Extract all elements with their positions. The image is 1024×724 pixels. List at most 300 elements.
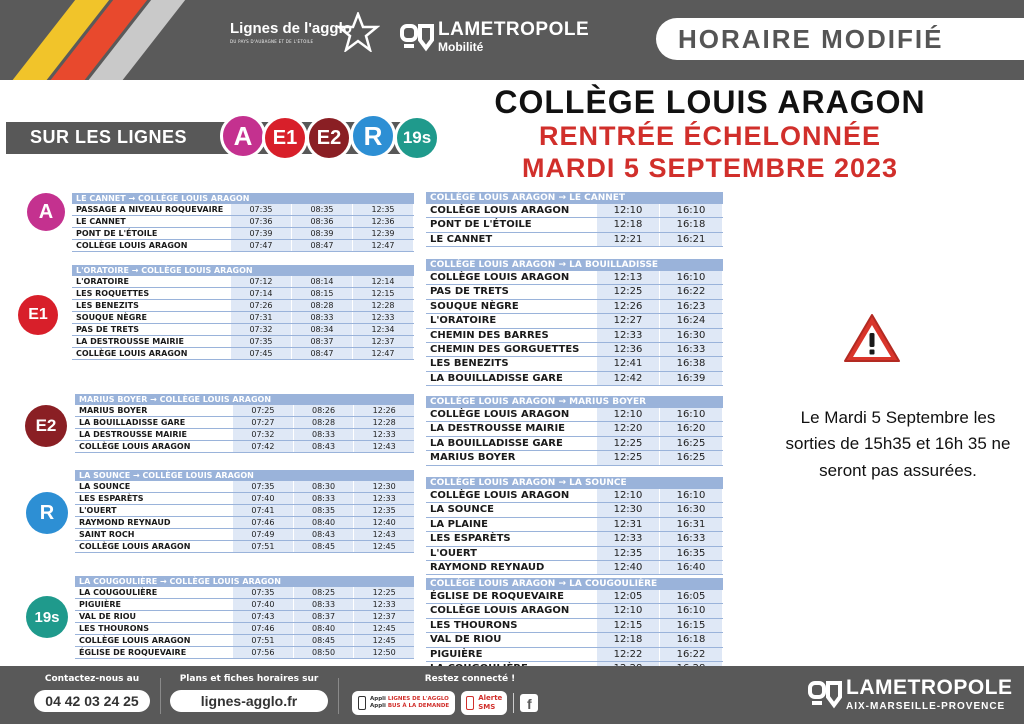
table-row <box>72 240 414 252</box>
departure-time: 16:21 <box>659 233 722 246</box>
departure-time: 16:23 <box>659 300 722 313</box>
departure-time: 12:21 <box>596 233 659 246</box>
departure-time: 12:45 <box>353 541 414 552</box>
departure-time: 12:35 <box>353 505 414 516</box>
metropole-logo <box>400 20 589 53</box>
table-row <box>426 271 723 285</box>
table-row <box>426 547 723 561</box>
departure-time: 07:46 <box>232 517 293 528</box>
social-separator <box>513 693 514 713</box>
departure-time: 12:10 <box>596 604 659 617</box>
departure-time: 16:40 <box>659 561 722 574</box>
stop-name: ÉGLISE DE ROQUEVAIRE <box>430 591 564 602</box>
stop-name: LA COUGOULIÈRE <box>79 588 158 597</box>
star-icon <box>336 12 380 52</box>
footer-separator <box>338 678 339 714</box>
outbound-badge-a: A <box>27 193 65 231</box>
stop-name: LA DESTROUSSE MAIRIE <box>79 430 187 439</box>
departure-time: 07:40 <box>232 493 293 504</box>
table-row <box>426 372 723 386</box>
app-bus-demande: BUS À LA DEMANDE <box>387 703 450 709</box>
school-name: COLLÈGE LOUIS ARAGON <box>494 84 926 120</box>
departure-time: 07:51 <box>232 635 293 646</box>
stop-name: LA PLAINE <box>430 518 488 530</box>
table-row <box>426 437 723 451</box>
departure-time: 12:25 <box>596 285 659 298</box>
departure-time: 12:28 <box>352 300 413 311</box>
outbound-table-e2 <box>75 394 414 453</box>
table-row <box>72 216 414 228</box>
stop-name: LES BENEZITS <box>430 358 509 370</box>
return-table-marius-boyer <box>426 396 723 466</box>
table-row <box>72 288 414 300</box>
stop-name: LES THOURONS <box>430 619 518 631</box>
table-row <box>75 587 414 599</box>
departure-time: 12:33 <box>353 599 414 610</box>
departure-time: 12:18 <box>596 633 659 646</box>
table-row <box>75 517 414 529</box>
departure-time: 08:37 <box>291 336 352 347</box>
stop-name: RAYMOND REYNAUD <box>79 518 171 527</box>
stop-name: VAL DE RIOU <box>430 634 502 646</box>
departure-time: 16:39 <box>659 372 722 385</box>
departure-time: 16:15 <box>659 619 722 632</box>
departure-time: 12:10 <box>596 204 659 217</box>
table-row <box>426 314 723 328</box>
departure-time: 07:31 <box>230 312 291 323</box>
table-row <box>75 635 414 647</box>
departure-time: 12:25 <box>353 587 414 598</box>
departure-time: 16:35 <box>659 547 722 560</box>
departure-time: 08:45 <box>293 541 354 552</box>
departure-time: 12:43 <box>353 441 414 452</box>
departure-time: 16:31 <box>659 518 722 531</box>
departure-time: 12:27 <box>596 314 659 327</box>
table-row <box>75 647 414 659</box>
table-row <box>426 518 723 532</box>
line-badge-e1: E1 <box>262 115 308 161</box>
stop-name: MARIUS BOYER <box>79 406 148 415</box>
departure-time: 08:43 <box>293 441 354 452</box>
table-row <box>72 312 414 324</box>
departure-time: 08:33 <box>291 312 352 323</box>
departure-time: 16:33 <box>659 343 722 356</box>
table-row <box>75 599 414 611</box>
table-header: MARIUS BOYER → COLLÈGE LOUIS ARAGON <box>75 394 414 405</box>
departure-time: 16:10 <box>659 271 722 284</box>
footer-metropole-logo <box>808 676 1013 712</box>
departure-time: 08:39 <box>291 228 352 239</box>
departure-time: 16:25 <box>659 451 722 464</box>
table-row <box>426 451 723 465</box>
departure-time: 08:14 <box>291 276 352 287</box>
footer <box>0 666 1024 724</box>
stop-name: MARIUS BOYER <box>430 452 516 464</box>
departure-time: 07:45 <box>230 348 291 359</box>
table-row <box>426 619 723 633</box>
table-row <box>72 276 414 288</box>
departure-time: 12:40 <box>353 517 414 528</box>
departure-time: 07:46 <box>232 623 293 634</box>
departure-time: 07:25 <box>232 405 293 416</box>
departure-time: 12:37 <box>353 611 414 622</box>
table-row <box>75 417 414 429</box>
table-row <box>426 489 723 503</box>
departure-time: 08:33 <box>293 599 354 610</box>
stop-name: LA BOUILLADISSE GARE <box>430 372 563 384</box>
lines-label: SUR LES LIGNES <box>30 127 188 147</box>
departure-time: 08:47 <box>291 348 352 359</box>
metropole-subtitle: Mobilité <box>438 40 484 54</box>
departure-time: 08:28 <box>291 300 352 311</box>
stop-name: COLLÈGE LOUIS ARAGON <box>430 409 570 420</box>
stop-name: CHEMIN DES BARRES <box>430 329 549 341</box>
stop-name: L'ORATOIRE <box>430 315 497 327</box>
stop-name: LA SOUNCE <box>79 482 131 491</box>
departure-time: 07:41 <box>232 505 293 516</box>
table-row <box>426 343 723 357</box>
stop-name: PAS DE TRETS <box>76 325 140 334</box>
table-row <box>72 324 414 336</box>
stop-name: COLLÈGE LOUIS ARAGON <box>76 241 188 250</box>
table-row <box>426 408 723 422</box>
stop-name: PONT DE L'ÉTOILE <box>430 219 532 231</box>
outbound-badge-e1: E1 <box>18 295 58 335</box>
departure-time: 07:26 <box>230 300 291 311</box>
departure-time: 08:35 <box>291 204 352 215</box>
departure-time: 12:43 <box>353 529 414 540</box>
departure-time: 16:18 <box>659 633 722 646</box>
departure-time: 16:30 <box>659 503 722 516</box>
departure-time: 12:26 <box>353 405 414 416</box>
departure-time: 07:27 <box>232 417 293 428</box>
departure-time: 16:05 <box>659 590 722 603</box>
table-row <box>426 422 723 436</box>
departure-time: 12:05 <box>596 590 659 603</box>
table-row <box>426 604 723 618</box>
line-badge-e2: E2 <box>306 115 352 161</box>
table-header: COLLÈGE LOUIS ARAGON → MARIUS BOYER <box>426 396 723 408</box>
contact-label: Contactez-nous au <box>44 674 140 684</box>
table-row <box>72 336 414 348</box>
connected-label: Restez connecté ! <box>424 674 516 684</box>
app-prefix: Appli <box>370 703 388 709</box>
table-header: COLLÈGE LOUIS ARAGON → LA SOUNCE <box>426 477 723 489</box>
stop-name: COLLÈGE LOUIS ARAGON <box>430 205 570 216</box>
stop-name: LE CANNET <box>76 217 126 226</box>
table-row <box>75 623 414 635</box>
table-row <box>72 228 414 240</box>
title-subtitle: RENTRÉE ÉCHELONNÉE <box>538 120 882 151</box>
departure-time: 12:25 <box>596 451 659 464</box>
departure-time: 07:14 <box>230 288 291 299</box>
table-row <box>75 429 414 441</box>
departure-time: 12:25 <box>596 437 659 450</box>
stop-name: PIGUIÈRE <box>79 600 121 609</box>
stop-name: L'OUERT <box>79 506 117 515</box>
stop-name: LES ROQUETTES <box>76 289 150 298</box>
departure-time: 12:41 <box>596 357 659 370</box>
departure-time: 12:39 <box>352 228 413 239</box>
departure-time: 12:42 <box>596 372 659 385</box>
stop-name: SOUQUE NÈGRE <box>76 313 147 322</box>
departure-time: 12:22 <box>596 648 659 661</box>
smartphone-icon <box>358 696 366 710</box>
departure-time: 07:39 <box>230 228 291 239</box>
departure-time: 08:33 <box>293 429 354 440</box>
warning-triangle-icon <box>842 312 902 364</box>
outbound-table-19s <box>75 576 414 659</box>
stop-name: LA BOUILLADISSE GARE <box>430 437 563 449</box>
sms-line2: SMS <box>478 703 496 711</box>
stop-name: PIGUIÈRE <box>430 648 483 660</box>
stop-name: VAL DE RIOU <box>79 612 137 621</box>
agglo-logo <box>230 20 352 44</box>
departure-time: 12:15 <box>352 288 413 299</box>
departure-time: 07:35 <box>232 481 293 492</box>
departure-time: 12:45 <box>353 635 414 646</box>
footer-metropole-name: LAMETROPOLE <box>846 676 1013 699</box>
app-links[interactable] <box>352 691 455 715</box>
stop-name: COLLÈGE LOUIS ARAGON <box>79 442 191 451</box>
departure-time: 08:34 <box>291 324 352 335</box>
departure-time: 12:33 <box>596 532 659 545</box>
page-title <box>430 86 990 182</box>
table-header: COLLÈGE LOUIS ARAGON → LE CANNET <box>426 192 723 204</box>
line-badge-19s: 19s <box>394 115 440 161</box>
table-row <box>426 218 723 232</box>
departure-time: 12:33 <box>353 493 414 504</box>
departure-time: 07:47 <box>230 240 291 251</box>
outbound-badge-19s: 19s <box>26 596 68 638</box>
departure-time: 08:26 <box>293 405 354 416</box>
table-row <box>426 633 723 647</box>
stop-name: LES ESPARÈTS <box>430 533 511 545</box>
agglo-name: Lignes de l'agglo <box>230 20 352 37</box>
stop-name: LA SOUNCE <box>430 504 494 516</box>
departure-time: 16:20 <box>659 422 722 435</box>
sms-icon <box>466 696 474 710</box>
stop-name: COLLÈGE LOUIS ARAGON <box>79 636 191 645</box>
departure-time: 12:30 <box>596 503 659 516</box>
departure-time: 07:32 <box>232 429 293 440</box>
table-row <box>426 357 723 371</box>
departure-time: 07:56 <box>232 647 293 658</box>
departure-time: 12:34 <box>352 324 413 335</box>
departure-time: 08:15 <box>291 288 352 299</box>
departure-time: 12:10 <box>596 489 659 502</box>
footer-contact <box>34 674 150 712</box>
table-header: LE CANNET → COLLÈGE LOUIS ARAGON <box>72 193 414 204</box>
table-row <box>426 285 723 299</box>
departure-time: 07:35 <box>232 587 293 598</box>
departure-time: 07:12 <box>230 276 291 287</box>
notice-text: Le Mardi 5 Septembre les sorties de 15h35 et 16h 35 ne seront pas assurées. <box>785 408 1011 480</box>
departure-time: 16:24 <box>659 314 722 327</box>
return-table-le-cannet <box>426 192 723 247</box>
stop-name: L'OUERT <box>430 547 477 559</box>
departure-time: 08:45 <box>293 635 354 646</box>
departure-time: 12:15 <box>596 619 659 632</box>
return-table-la-sounce <box>426 477 723 575</box>
departure-time: 08:36 <box>291 216 352 227</box>
table-row <box>72 348 414 360</box>
departure-time: 12:28 <box>353 417 414 428</box>
departure-time: 16:10 <box>659 408 722 421</box>
metropole-glyph-icon <box>400 22 434 52</box>
modified-schedule-banner <box>656 18 1024 60</box>
departure-time: 16:10 <box>659 489 722 502</box>
departure-time: 07:35 <box>230 336 291 347</box>
stop-name: LES BENEZITS <box>76 301 139 310</box>
departure-time: 07:35 <box>230 204 291 215</box>
footer-connected <box>410 674 530 684</box>
plans-label: Plans et fiches horaires sur <box>179 674 319 684</box>
footer-plans <box>170 674 328 712</box>
table-row <box>426 503 723 517</box>
table-row <box>75 441 414 453</box>
departure-time: 12:47 <box>352 348 413 359</box>
departure-time: 12:10 <box>596 408 659 421</box>
stop-name: PASSAGE A NIVEAU ROQUEVAIRE <box>76 205 224 214</box>
table-row <box>75 481 414 493</box>
departure-time: 12:50 <box>353 647 414 658</box>
stop-name: LES ESPARÈTS <box>79 494 144 503</box>
table-row <box>72 204 414 216</box>
return-table-la-cougouliere <box>426 578 723 676</box>
stop-name: CHEMIN DES GORGUETTES <box>430 343 580 355</box>
return-table-la-bouilladisse <box>426 259 723 386</box>
departure-time: 12:36 <box>352 216 413 227</box>
stop-name: COLLÈGE LOUIS ARAGON <box>430 605 570 617</box>
stop-name: PAS DE TRETS <box>430 286 509 298</box>
stop-name: LE CANNET <box>430 233 493 245</box>
departure-time: 07:42 <box>232 441 293 452</box>
departure-time: 12:33 <box>353 429 414 440</box>
departure-time: 07:40 <box>232 599 293 610</box>
departure-time: 16:25 <box>659 437 722 450</box>
departure-time: 07:36 <box>230 216 291 227</box>
outbound-table-e1 <box>72 265 414 360</box>
stop-name: COLLÈGE LOUIS ARAGON <box>430 272 570 283</box>
departure-time: 16:10 <box>659 604 722 617</box>
table-row <box>75 611 414 623</box>
table-row <box>426 329 723 343</box>
sms-line1: Alerte <box>478 694 503 703</box>
stop-name: ÉGLISE DE ROQUEVAIRE <box>79 648 187 657</box>
table-row <box>75 505 414 517</box>
table-row <box>426 648 723 662</box>
table-row <box>72 300 414 312</box>
departure-time: 08:28 <box>293 417 354 428</box>
departure-time: 12:14 <box>352 276 413 287</box>
table-row <box>426 204 723 218</box>
stop-name: COLLÈGE LOUIS ARAGON <box>430 490 570 501</box>
departure-time: 12:36 <box>596 343 659 356</box>
header <box>0 0 1024 80</box>
departure-time: 12:37 <box>352 336 413 347</box>
departure-time: 08:40 <box>293 623 354 634</box>
table-row <box>75 541 414 553</box>
departure-time: 08:43 <box>293 529 354 540</box>
facebook-icon[interactable]: f <box>520 694 538 712</box>
stop-name: SAINT ROCH <box>79 530 135 539</box>
departure-time: 12:33 <box>352 312 413 323</box>
departure-time: 16:22 <box>659 648 722 661</box>
departure-time: 08:40 <box>293 517 354 528</box>
departure-time: 07:43 <box>232 611 293 622</box>
departure-time: 12:40 <box>596 561 659 574</box>
departure-time: 08:37 <box>293 611 354 622</box>
stop-name: LA DESTROUSSE MAIRIE <box>76 337 184 346</box>
departure-time: 12:35 <box>596 547 659 560</box>
title-date: MARDI 5 SEPTEMBRE 2023 <box>521 152 899 183</box>
app-prefix: Appli <box>370 696 388 703</box>
departure-time: 12:47 <box>352 240 413 251</box>
table-header: LA SOUNCE → COLLÈGE LOUIS ARAGON <box>75 470 414 481</box>
footer-separator <box>160 678 161 714</box>
departure-time: 08:50 <box>293 647 354 658</box>
departure-time: 07:51 <box>232 541 293 552</box>
banner-text: HORAIRE MODIFIÉ <box>678 24 944 54</box>
departure-time: 16:33 <box>659 532 722 545</box>
table-row <box>426 300 723 314</box>
agglo-subtitle: DU PAYS D'AUBAGNE ET DE L'ÉTOILE <box>230 39 314 44</box>
departure-time: 12:30 <box>353 481 414 492</box>
stop-name: SOUQUE NÈGRE <box>430 300 519 312</box>
stop-name: COLLÈGE LOUIS ARAGON <box>76 349 188 358</box>
departure-time: 08:30 <box>293 481 354 492</box>
stop-name: L'ORATOIRE <box>76 277 129 286</box>
stop-name: COLLÈGE LOUIS ARAGON <box>79 542 191 551</box>
website-link[interactable]: lignes-agglo.fr <box>170 690 328 712</box>
departure-time: 12:33 <box>596 329 659 342</box>
table-row <box>426 532 723 546</box>
table-row <box>426 561 723 575</box>
metropole-glyph-icon <box>808 678 842 710</box>
departure-time: 16:10 <box>659 204 722 217</box>
departure-time: 08:35 <box>293 505 354 516</box>
table-row <box>426 233 723 247</box>
departure-time: 16:30 <box>659 329 722 342</box>
outbound-table-r <box>75 470 414 553</box>
departure-time: 12:45 <box>353 623 414 634</box>
table-row <box>426 590 723 604</box>
departure-time: 08:25 <box>293 587 354 598</box>
stop-name: LA BOUILLADISSE GARE <box>79 418 186 427</box>
sms-alert[interactable] <box>461 691 507 715</box>
departure-time: 12:18 <box>596 218 659 231</box>
departure-time: 12:35 <box>352 204 413 215</box>
footer-metropole-sub: AIX-MARSEILLE-PROVENCE <box>846 701 1006 712</box>
table-row <box>75 493 414 505</box>
table-header: COLLÈGE LOUIS ARAGON → LA COUGOULIÈRE <box>426 578 723 590</box>
table-row <box>75 405 414 417</box>
departure-time: 07:32 <box>230 324 291 335</box>
stop-name: PONT DE L'ÉTOILE <box>76 229 158 238</box>
table-header: L'ORATOIRE → COLLÈGE LOUIS ARAGON <box>72 265 414 276</box>
departure-time: 16:22 <box>659 285 722 298</box>
metropole-name: LAMETROPOLE <box>438 19 590 40</box>
departure-time: 12:13 <box>596 271 659 284</box>
line-badge-a: A <box>220 113 266 159</box>
outbound-badge-e2: E2 <box>25 405 67 447</box>
stop-name: LES THOURONS <box>79 624 149 633</box>
departure-time: 08:33 <box>293 493 354 504</box>
stop-name: RAYMOND REYNAUD <box>430 561 545 573</box>
phone-number[interactable]: 04 42 03 24 25 <box>34 690 150 712</box>
departure-time: 16:18 <box>659 218 722 231</box>
